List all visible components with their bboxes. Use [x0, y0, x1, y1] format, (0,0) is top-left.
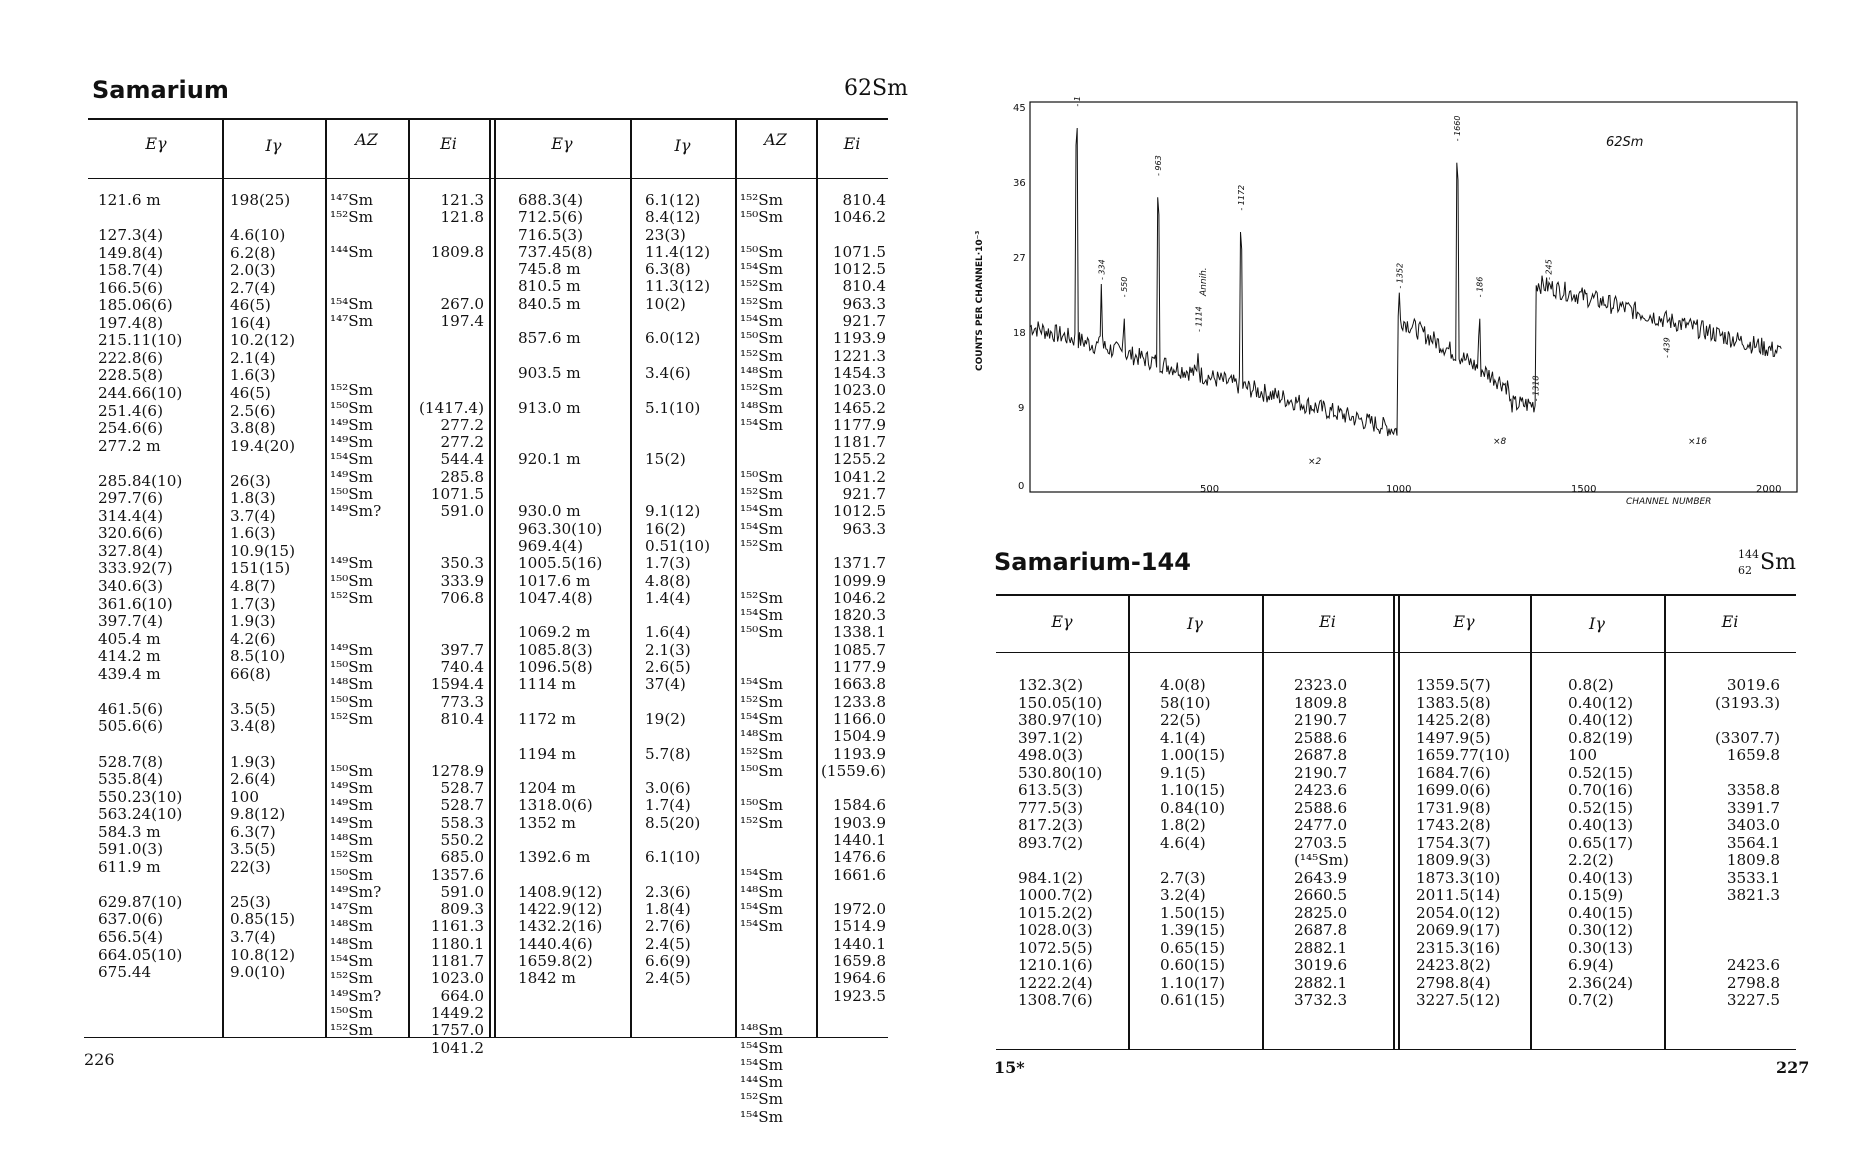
left-header-ei: Ei: [440, 134, 457, 153]
x16-annotation: ×16: [1688, 437, 1707, 447]
right-col-divider: [1128, 594, 1130, 1050]
right-header-ei: Ei: [1319, 612, 1336, 631]
right-col-egamma-2: 1359.5(7) 1383.5(8) 1425.2(8) 1497.9(5) 1659.77(10) 1684.7(6) 1699.0(6) 1731.9(8) 1743.2(8) 1754.3(7) 1809.9(3) 1873.3(10) 2011.5(14) 2054.0(12) 2069.9(17) 2315.3(16) 2423.8(2) 2798.8(4) 3227.5(12): [1416, 676, 1510, 1009]
left-header-rule: [88, 178, 888, 179]
right-col-ei-2: 3019.6 (3193.3) (3307.7) 1659.8 3358.8 3391.7 3403.0 3564.1 1809.8 3533.1 3821.3 2423.6 2798.8 3227.5: [1715, 676, 1780, 1009]
left-col-divider: [325, 118, 327, 1038]
annih-label: Annih.: [1199, 267, 1209, 296]
peak-label: - 1172: [1236, 184, 1246, 211]
ytick-27: 27: [1013, 253, 1026, 264]
left-col-divider: [735, 118, 737, 1038]
y-axis-label: COUNTS PER CHANNEL·10⁻³: [975, 230, 985, 371]
left-header-egamma-2: Eγ: [551, 134, 573, 153]
left-header-az-2: AZ: [764, 130, 787, 149]
ytick-9: 9: [1018, 403, 1025, 414]
right-header-ei-2: Ei: [1721, 612, 1739, 631]
left-col-ei-2: 810.4 1046.2 1071.5 1012.5 810.4 963.3 921.7 1193.9 1221.3 1454.3 1023.0 1465.2 1177.9 1181.7 1255.2 1041.2 921.7 1012.5 963.3 1371.7 1099.9 1046.2 1820.3 1338.1 1085.7 1177.9 1663.8 1233.8 1166.0 1504.9 1193.9 (1559.6) 1584.6 1903.9 1440.1 1476.6 1661.6 1972.0 1514.9 1440.1 1659.8 1964.6 1923.5: [821, 191, 886, 1005]
left-col-divider: [630, 118, 632, 1038]
peak-label: - 1352: [1395, 262, 1405, 289]
left-header-ei-2: Ei: [843, 134, 861, 153]
left-header-az: AZ: [355, 130, 378, 149]
left-col-egamma: 121.6 m 127.3(4) 149.8(4) 158.7(4) 166.5(6) 185.06(6) 197.4(8) 215.11(10) 222.8(6) 228.5(8) 244.66(10) 251.4(6) 254.6(6) 277.2 m 285.84(10) 297.7(6) 314.4(4) 320.6(6) 327.8(4) 333.92(7) 340.6(3) 361.6(10) 397.7(4) 405.4 m 414.2 m 439.4 m 461.5(6) 505.6(6) 528.7(8) 535.8(4) 550.23(10) 563.24(10) 584.3 m 591.0(3) 611.9 m 629.87(10) 637.0(6) 656.5(4) 664.05(10) 675.44: [98, 191, 183, 982]
right-page-number: 227: [1776, 1058, 1810, 1077]
peak-label: - 245: [1544, 259, 1554, 280]
left-col-az: ¹⁴⁷Sm ¹⁵²Sm ¹⁴⁴Sm ¹⁵⁴Sm ¹⁴⁷Sm ¹⁵²Sm ¹⁵⁰Sm ¹⁴⁹Sm ¹⁴⁹Sm ¹⁵⁴Sm ¹⁴⁹Sm ¹⁵⁰Sm ¹⁴⁹Sm? ¹⁴⁹Sm ¹⁵⁰Sm ¹⁵²Sm ¹⁴⁹Sm ¹⁵⁰Sm ¹⁴⁸Sm ¹⁵⁰Sm ¹⁵²Sm ¹⁵⁰Sm ¹⁴⁹Sm ¹⁴⁹Sm ¹⁴⁹Sm ¹⁴⁸Sm ¹⁵²Sm ¹⁵⁰Sm ¹⁴⁹Sm? ¹⁴⁷Sm ¹⁴⁸Sm ¹⁴⁸Sm ¹⁵⁴Sm ¹⁵²Sm ¹⁴⁹Sm? ¹⁵⁰Sm ¹⁵²Sm: [330, 191, 382, 1040]
right-page-title: Samarium-144: [994, 548, 1191, 576]
x8-annotation: ×8: [1493, 437, 1507, 447]
spectrum-figure: [968, 96, 1804, 516]
symbol-mass: 144: [1738, 548, 1759, 561]
peak-label: - 550: [1119, 276, 1129, 298]
left-col-igamma: 198(25) 4.6(10) 6.2(8) 2.0(3) 2.7(4) 46(5) 16(4) 10.2(12) 2.1(4) 1.6(3) 46(5) 2.5(6) 3.8(8) 19.4(20) 26(3) 1.8(3) 3.7(4) 1.6(3) 10.9(15) 151(15) 4.8(7) 1.7(3) 1.9(3) 4.2(6) 8.5(10) 66(8) 3.5(5) 3.4(8) 1.9(3) 2.6(4) 100 9.8(12) 6.3(7) 3.5(5) 22(3) 25(3) 0.85(15) 3.7(4) 10.8(12) 9.0(10): [230, 191, 295, 982]
left-page-number: 226: [84, 1050, 115, 1069]
ytick-0: 0: [1018, 481, 1025, 492]
left-col-divider: [489, 118, 491, 1038]
left-col-igamma-2: 6.1(12) 8.4(12) 23(3) 11.4(12) 6.3(8) 11.3(12) 10(2) 6.0(12) 3.4(6) 5.1(10) 15(2) 9.1(12) 16(2) 0.51(10) 1.7(3) 4.8(8) 1.4(4) 1.6(4) 2.1(3) 2.6(5) 37(4) 19(2) 5.7(8) 3.0(6) 1.7(4) 8.5(20) 6.1(10) 2.3(6) 1.8(4) 2.7(6) 2.4(5) 6.6(9) 2.4(5): [645, 191, 710, 988]
plot-frame: [1030, 102, 1797, 492]
symbol-element: Sm: [1760, 550, 1796, 575]
peak-label: - 1660: [1453, 115, 1463, 142]
right-col-igamma-2: 0.8(2) 0.40(12) 0.40(12) 0.82(19) 100 0.52(15) 0.70(16) 0.52(15) 0.40(13) 0.65(17) 2.2(2) 0.40(13) 0.15(9) 0.40(15) 0.30(12) 0.30(13) 6.9(4) 2.36(24) 0.7(2): [1568, 676, 1633, 1009]
right-col-divider: [1393, 594, 1395, 1050]
right-header-igamma-2: Iγ: [1589, 614, 1605, 633]
left-col-divider: [408, 118, 410, 1038]
right-col-egamma: 132.3(2) 150.05(10) 380.97(10) 397.1(2) 498.0(3) 530.80(10) 613.5(3) 777.5(3) 817.2(3) 893.7(2) 984.1(2) 1000.7(2) 1015.2(2) 1028.0(3) 1072.5(5) 1210.1(6) 1222.2(4) 1308.7(6): [1018, 676, 1103, 1009]
left-col-ei: 121.3 121.8 1809.8 267.0 197.4 (1417.4) 277.2 277.2 544.4 285.8 1071.5 591.0 350.3 333.9 706.8 397.7 740.4 1594.4 773.3 810.4 1278.9 528.7 528.7 558.3 550.2 685.0 1357.6 591.0 809.3 1161.3 1180.1 1181.7 1023.0 664.0 1449.2 1757.0 1041.2: [419, 191, 484, 1057]
right-footer-signature: 15*: [994, 1058, 1025, 1077]
right-col-igamma: 4.0(8) 58(10) 22(5) 4.1(4) 1.00(15) 9.1(5) 1.10(15) 0.84(10) 1.8(2) 4.6(4) 2.7(3) 3.2(4) 1.50(15) 1.39(15) 0.65(15) 0.60(15) 1.10(17) 0.61(15): [1160, 676, 1225, 1009]
right-header-igamma: Iγ: [1187, 614, 1203, 633]
left-col-divider: [222, 118, 224, 1038]
spectrum-trace: [1030, 128, 1781, 436]
right-table-bottom-rule: [996, 1049, 1796, 1050]
peak-label: - 439: [1662, 337, 1672, 358]
right-table-top-rule: [996, 594, 1796, 596]
left-element-symbol: 62Sm: [844, 76, 908, 101]
x-axis-label: CHANNEL NUMBER: [1626, 497, 1712, 507]
right-header-egamma-2: Eγ: [1453, 612, 1475, 631]
right-col-ei: 2323.0 1809.8 2190.7 2588.6 2687.8 2190.7 2423.6 2588.6 2477.0 2703.5 (¹⁴⁵Sm) 2643.9 2660.5 2825.0 2687.8 2882.1 3019.6 2882.1 3732.3: [1294, 676, 1349, 1009]
spectrum-plot: [968, 96, 1804, 516]
ytick-45: 45: [1013, 103, 1026, 114]
xtick-1000: 1000: [1386, 484, 1412, 495]
left-col-divider: [494, 118, 496, 1038]
right-header-egamma: Eγ: [1051, 612, 1073, 631]
peak-label: - 1114: [1194, 306, 1204, 332]
right-col-divider: [1398, 594, 1400, 1050]
peak-label: - 1318: [1531, 375, 1541, 402]
left-page-title: Samarium: [92, 76, 229, 104]
left-header-igamma-2: Iγ: [674, 136, 691, 155]
xtick-500: 500: [1200, 484, 1220, 495]
peak-label: - 122: [1072, 96, 1082, 107]
ytick-18: 18: [1013, 328, 1026, 339]
xtick-1500: 1500: [1571, 484, 1597, 495]
peak-label: - 963: [1154, 155, 1164, 176]
right-col-divider: [1262, 594, 1264, 1050]
right-col-divider: [1664, 594, 1666, 1050]
x2-annotation: ×2: [1308, 457, 1322, 467]
left-header-igamma: Iγ: [265, 136, 282, 155]
symbol-z: 62: [1738, 564, 1752, 577]
right-header-rule: [996, 652, 1796, 653]
left-col-egamma-2: 688.3(4) 712.5(6) 716.5(3) 737.45(8) 745.8 m 810.5 m 840.5 m 857.6 m 903.5 m 913.0 m 920.1 m 930.0 m 963.30(10) 969.4(4) 1005.5(16) 1017.6 m 1047.4(8) 1069.2 m 1085.8(3) 1096.5(8) 1114 m 1172 m 1194 m 1204 m 1318.0(6) 1352 m 1392.6 m 1408.9(12) 1422.9(12) 1432.2(16) 1440.4(6) 1659.8(2) 1842 m: [518, 191, 603, 988]
xtick-2000: 2000: [1756, 484, 1782, 495]
peak-label: - 186: [1475, 276, 1485, 298]
left-col-az-2: ¹⁵²Sm ¹⁵⁰Sm ¹⁵⁰Sm ¹⁵⁴Sm ¹⁵²Sm ¹⁵²Sm ¹⁵⁴Sm ¹⁵⁰Sm ¹⁵²Sm ¹⁴⁸Sm ¹⁵²Sm ¹⁴⁸Sm ¹⁵⁴Sm ¹⁵⁰Sm ¹⁵²Sm ¹⁵⁴Sm ¹⁵⁴Sm ¹⁵²Sm ¹⁵²Sm ¹⁵⁴Sm ¹⁵⁰Sm ¹⁵⁴Sm ¹⁵²Sm ¹⁵⁴Sm ¹⁴⁸Sm ¹⁵²Sm ¹⁵⁰Sm ¹⁵⁰Sm ¹⁵²Sm ¹⁵⁴Sm ¹⁴⁸Sm ¹⁵⁴Sm ¹⁵⁴Sm ¹⁴⁸Sm ¹⁵⁴Sm ¹⁵⁴Sm ¹⁴⁴Sm ¹⁵²Sm ¹⁵⁴Sm: [740, 191, 784, 1126]
left-header-egamma: Eγ: [145, 134, 167, 153]
ytick-36: 36: [1013, 178, 1026, 189]
right-col-divider: [1530, 594, 1532, 1050]
peak-label: - 334: [1097, 259, 1107, 280]
spectrum-element-label: 62Sm: [1606, 135, 1644, 150]
left-table-top-rule: [88, 118, 888, 120]
